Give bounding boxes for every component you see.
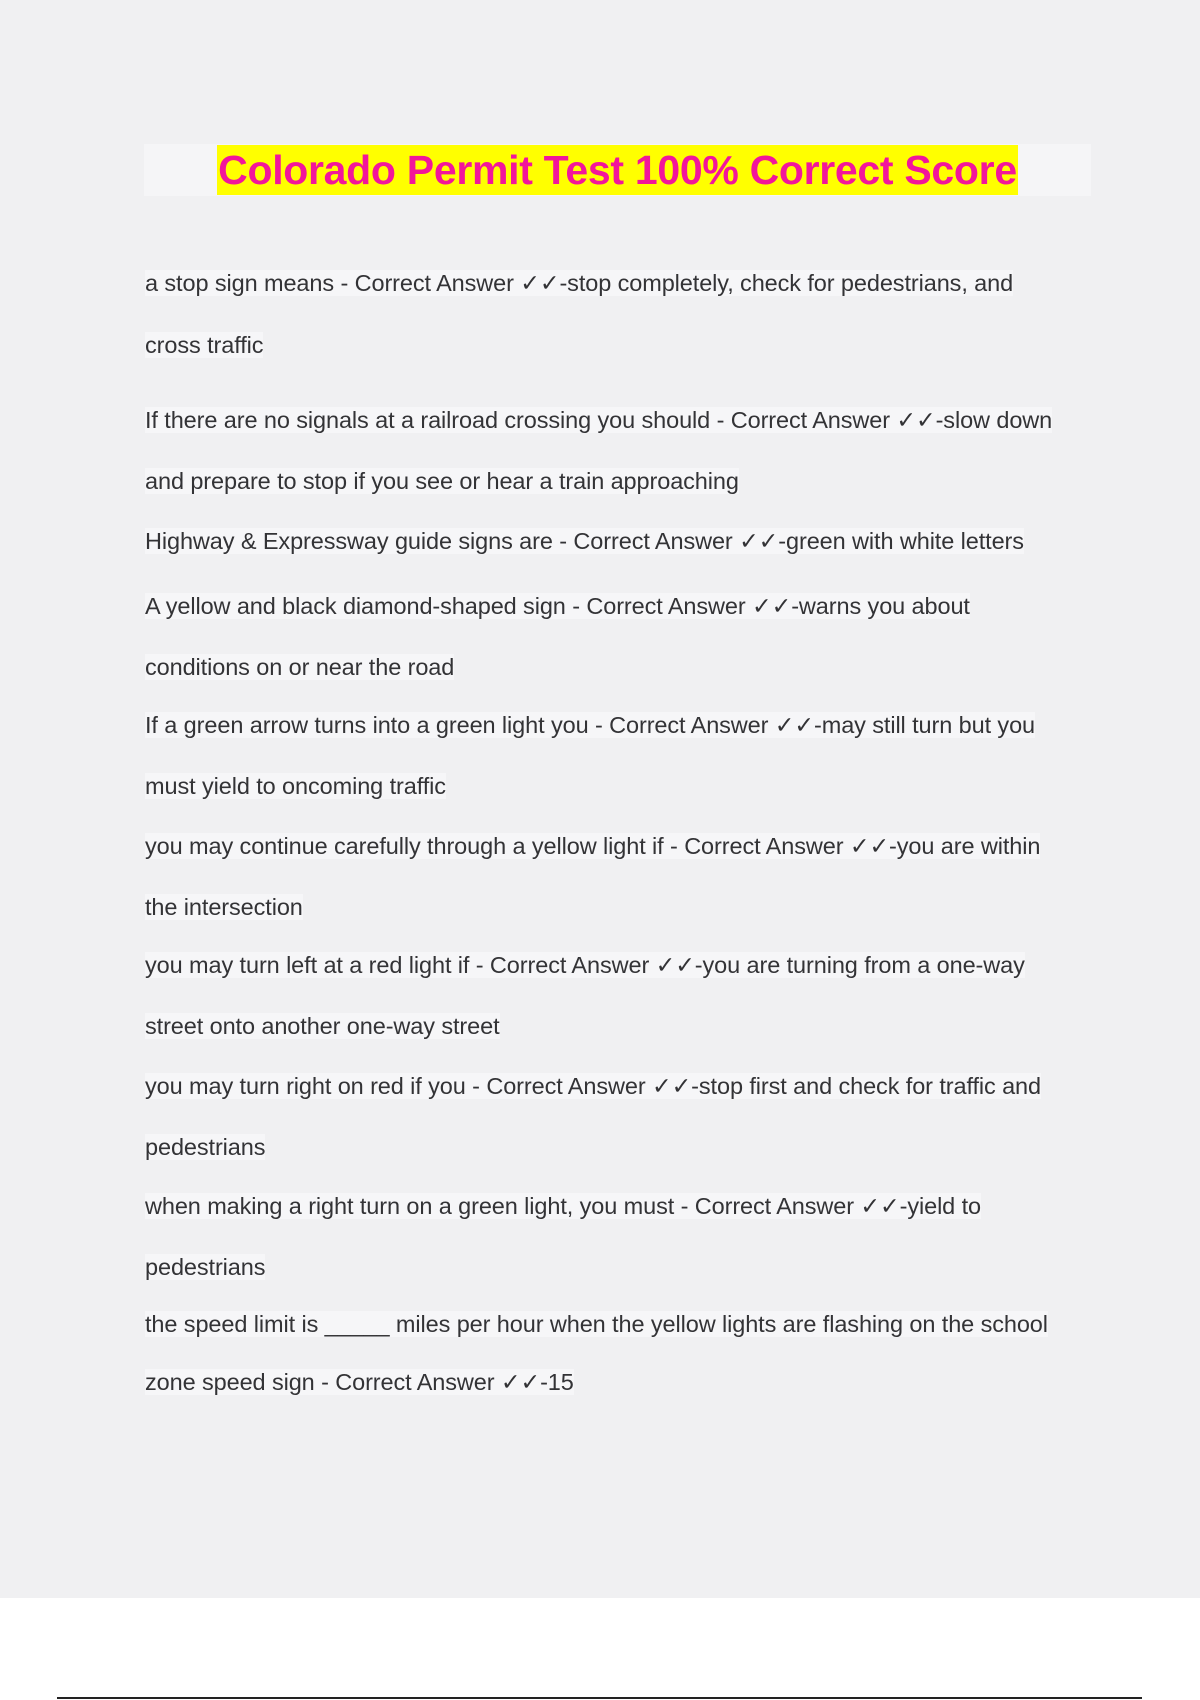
text-line: when making a right turn on a green light, you must - Correct Answer ✓✓-yield to: [145, 1193, 981, 1219]
text-line: you may turn right on red if you - Correct Answer ✓✓-stop first and check for traffic and: [145, 1073, 1041, 1099]
text-line: zone speed sign - Correct Answer ✓✓-15: [145, 1369, 574, 1395]
text-line: you may turn left at a red light if - Correct Answer ✓✓-you are turning from a one-way: [145, 952, 1025, 978]
document-title: Colorado Permit Test 100% Correct Score: [218, 147, 1017, 193]
title-container: [144, 144, 1091, 196]
text-line: and prepare to stop if you see or hear a train approaching: [145, 468, 739, 494]
text-line: cross traffic: [145, 332, 264, 358]
text-line: pedestrians: [145, 1254, 266, 1280]
text-line: street onto another one-way street: [145, 1013, 500, 1039]
footer-divider: [57, 1697, 1142, 1699]
text-line: the speed limit is _____ miles per hour when the yellow lights are flashing on the school: [145, 1311, 1048, 1337]
text-line: conditions on or near the road: [145, 654, 455, 680]
text-line: If a green arrow turns into a green light you - Correct Answer ✓✓-may still turn but you: [145, 712, 1036, 738]
text-line: Highway & Expressway guide signs are - Correct Answer ✓✓-green with white letters: [145, 528, 1024, 554]
text-line: A yellow and black diamond-shaped sign - Correct Answer ✓✓-warns you about: [145, 593, 970, 619]
text-line: you may continue carefully through a yellow light if - Correct Answer ✓✓-you are within: [145, 833, 1041, 859]
text-line: a stop sign means - Correct Answer ✓✓-stop completely, check for pedestrians, and: [145, 270, 1014, 296]
text-line: the intersection: [145, 894, 303, 920]
text-line: If there are no signals at a railroad crossing you should - Correct Answer ✓✓-slow down: [145, 407, 1053, 433]
text-line: pedestrians: [145, 1134, 266, 1160]
text-line: must yield to oncoming traffic: [145, 773, 446, 799]
